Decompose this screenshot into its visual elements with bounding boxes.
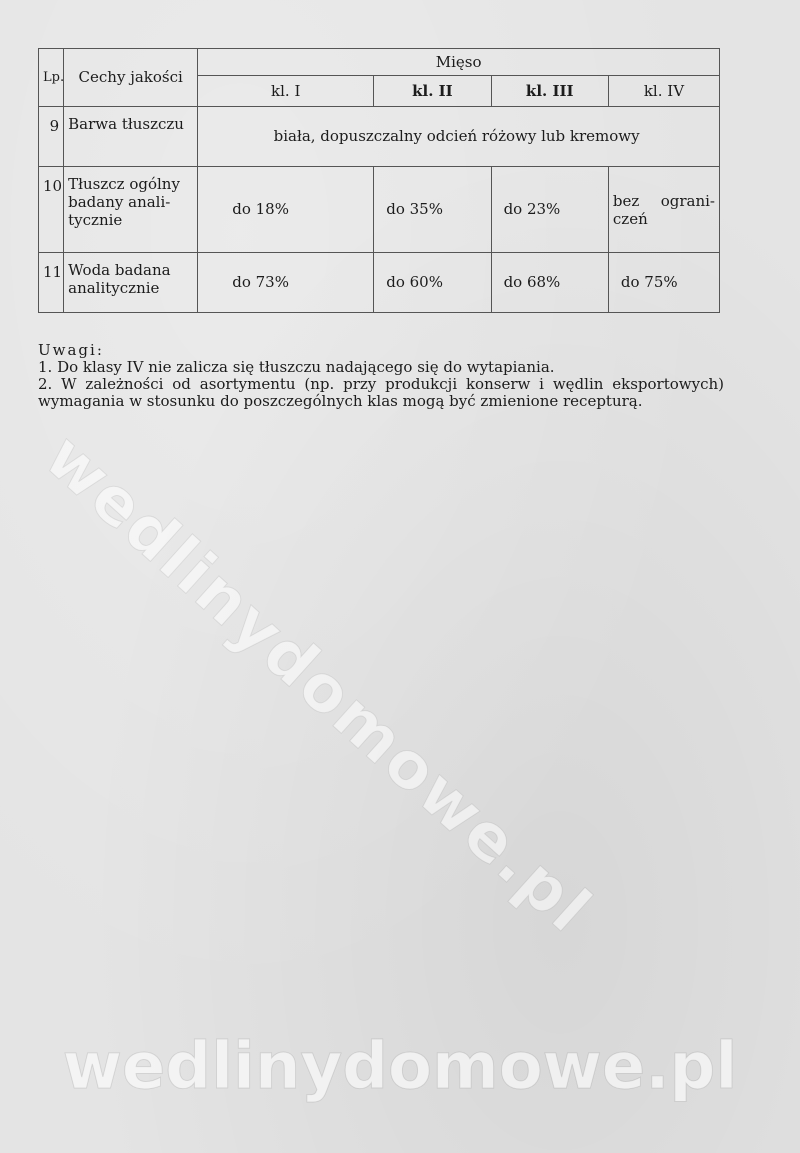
header-class-2: kl. II [374,76,491,107]
note-item: 2. W zależności od asortymentu (np. przy produkcji konserw i wędlin eksportowych) wymagania w stosunku do poszczególnych klas mogą być zmienione recepturą. [38,375,724,410]
header-class-4: kl. IV [608,76,719,107]
watermark-diagonal: wedlinydomowe.pl [30,420,606,948]
header-meat: Mięso [198,49,720,76]
cell-class-3: do 23% [491,167,608,253]
cell-class-4: do 75% [608,253,719,313]
row-lp: 9 [39,107,64,167]
row-feature: Woda badana analitycznie [64,253,198,313]
cell-class-1: do 73% [198,253,374,313]
row-merged-value: biała, dopuszczalny odcień różowy lub kremowy [198,107,720,167]
table-row [39,107,720,167]
cell-class-3: do 68% [491,253,608,313]
header-class-3: kl. III [491,76,608,107]
row-feature: Barwa tłuszczu [64,107,198,167]
row-feature: Tłuszcz ogólny badany anali-tycznie [64,167,198,253]
watermark-bottom: wedlinydomowe.pl [62,1030,738,1104]
row-lp: 10 [39,167,64,253]
header-feature: Cechy jakości [64,49,198,107]
notes-section [38,342,724,410]
table-row [39,253,720,313]
note-item: 1. Do klasy IV nie zalicza się tłuszczu nadającego się do wytapiania. [38,358,555,376]
quality-table [38,48,720,313]
cell-class-2: do 60% [374,253,491,313]
header-class-1: kl. I [198,76,374,107]
cell-class-2: do 35% [374,167,491,253]
notes-title: Uwagi: [38,341,104,359]
cell-class-1: do 18% [198,167,374,253]
header-lp: Lp. [39,49,64,107]
cell-class-4: bez ograni-czeń [608,167,719,253]
table-row [39,167,720,253]
row-lp: 11 [39,253,64,313]
